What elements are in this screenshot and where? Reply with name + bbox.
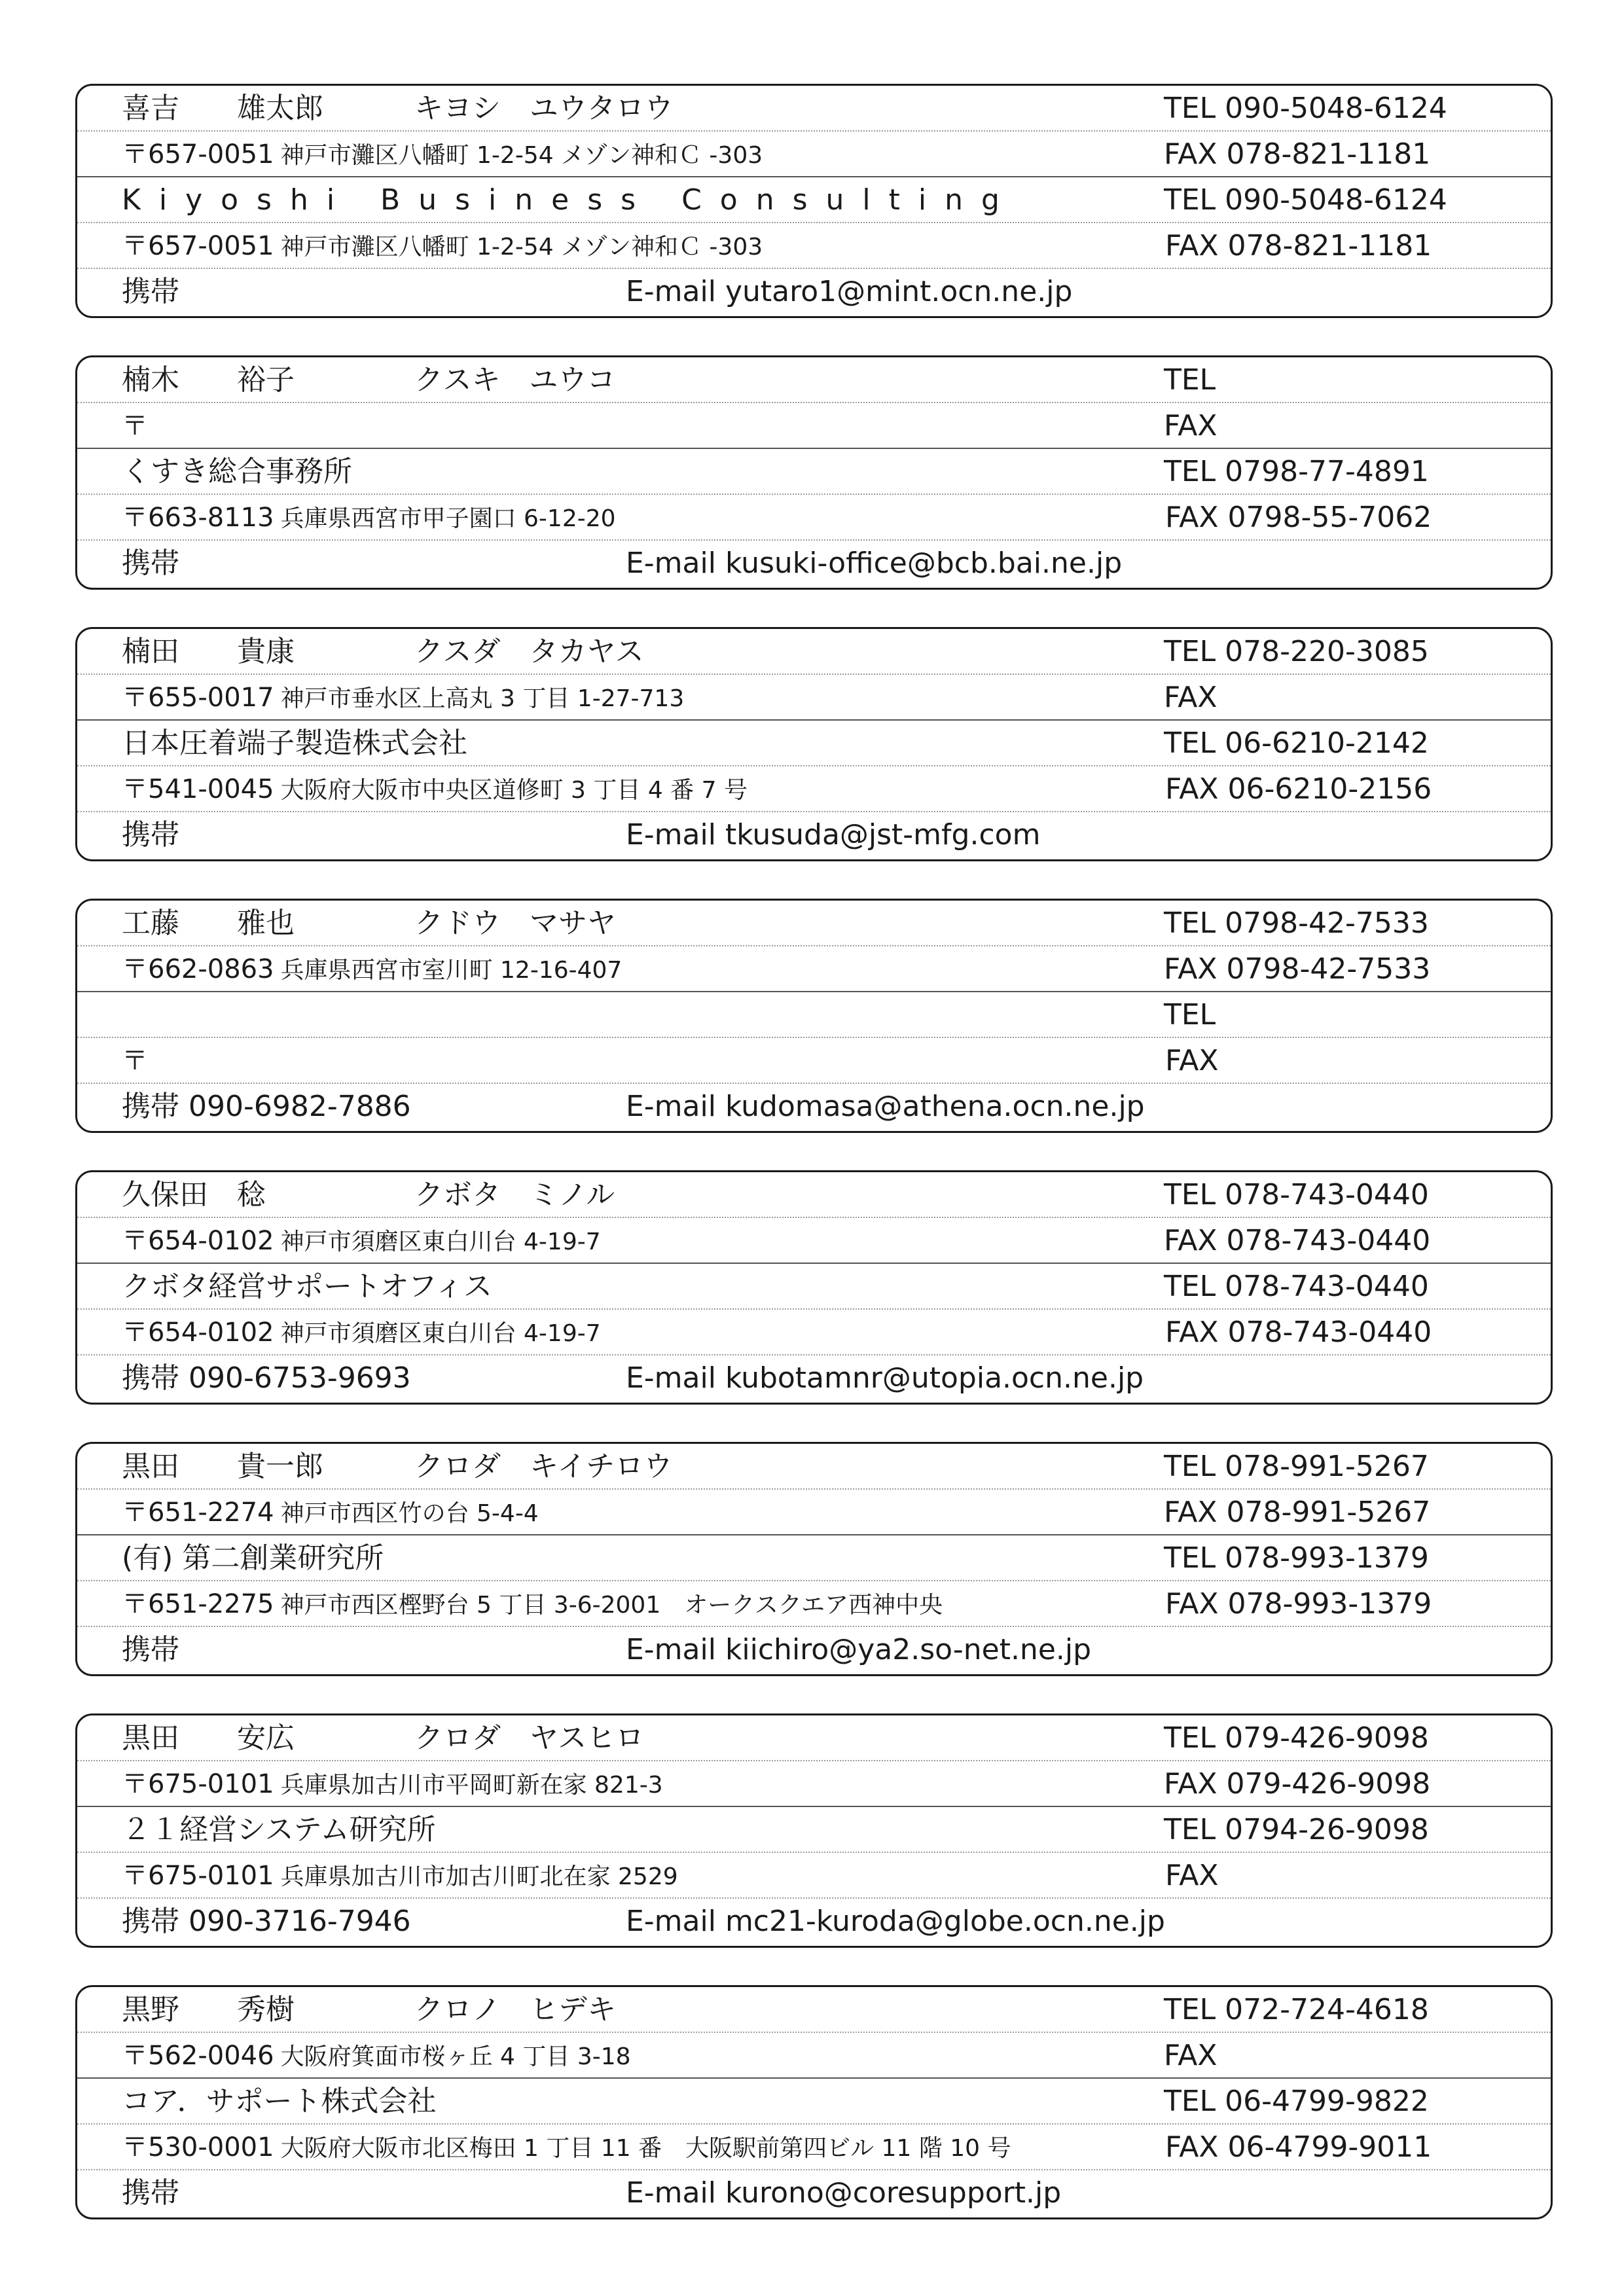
email-address: E-mail kiichiro@ya2.so-net.ne.jp: [626, 1633, 1092, 1666]
email-address: E-mail kubotamnr@utopia.ocn.ne.jp: [626, 1361, 1144, 1395]
company-street-address: 兵庫県加古川市加古川町北在家 2529: [280, 1863, 678, 1890]
contact-row: [77, 2170, 1551, 2216]
person-name: 久保田 稔: [122, 1178, 266, 1211]
company-fax: FAX 0798-55-7062: [1165, 501, 1432, 534]
home-tel: TEL 072-724-4618: [1164, 1993, 1429, 2026]
home-fax: FAX 0798-42-7533: [1164, 952, 1431, 986]
mobile-phone: 携帯: [122, 1633, 179, 1666]
email-address: E-mail mc21-kuroda@globe.ocn.ne.jp: [626, 1905, 1165, 1938]
company-name: クボタ経営サポートオフィス: [122, 1270, 492, 1303]
company-postal-code: 〒675-0101: [122, 1861, 274, 1891]
home-fax: FAX: [1164, 409, 1218, 442]
company-name: (有) 第二創業研究所: [122, 1541, 384, 1575]
company-fax: FAX 078-743-0440: [1165, 1316, 1432, 1349]
person-name: 黒田 安広: [122, 1721, 295, 1755]
home-street-address: 神戸市須磨区東白川台 4-19-7: [280, 1229, 601, 1255]
name-row: [77, 1444, 1551, 1490]
company-street-address: 大阪府大阪市中央区道修町 3 丁目 4 番 7 号: [280, 777, 748, 804]
contact-row: [77, 812, 1551, 858]
company-tel: TEL: [1164, 998, 1216, 1031]
home-address: [122, 946, 622, 994]
contact-row: [77, 269, 1551, 315]
company-address: [122, 223, 763, 270]
home-postal-code: 〒657-0051: [122, 139, 274, 170]
contact-row: [77, 1084, 1551, 1130]
company-street-address: 神戸市須磨区東白川台 4-19-7: [280, 1320, 601, 1347]
mobile-phone: 携帯: [122, 275, 179, 308]
person-name-kana: クロノ ヒデキ: [414, 1993, 616, 2026]
person-name-kana: クスキ ユウコ: [414, 363, 616, 397]
company-tel: TEL 090-5048-6124: [1164, 183, 1447, 217]
company-postal-code: 〒654-0102: [122, 1318, 274, 1348]
home-street-address: 兵庫県加古川市平岡町新在家 821-3: [280, 1772, 663, 1799]
mobile-phone: 携帯: [122, 547, 179, 580]
person-name-kana: クロダ キイチロウ: [414, 1450, 673, 1483]
home-tel: TEL: [1164, 363, 1216, 397]
home-postal-code: 〒: [122, 411, 148, 441]
home-address: [122, 1490, 539, 1537]
mobile-phone: 携帯: [122, 2176, 179, 2210]
home-address: [122, 2033, 631, 2080]
company-fax: FAX 078-821-1181: [1165, 229, 1432, 262]
home-address: [122, 132, 763, 179]
home-tel: TEL 079-426-9098: [1164, 1721, 1429, 1755]
contact-card: [75, 1713, 1553, 1948]
person-name: 工藤 雅也: [122, 906, 295, 940]
company-fax: FAX: [1165, 1859, 1219, 1892]
company-name: ２１経営システム研究所: [122, 1813, 436, 1846]
home-address-row: [77, 1218, 1551, 1264]
company-address: [122, 495, 616, 542]
person-name: 楠木 裕子: [122, 363, 295, 397]
person-name: 黒野 秀樹: [122, 1993, 295, 2026]
company-postal-code: 〒657-0051: [122, 231, 274, 261]
mobile-phone: 携帯 090-3716-7946: [122, 1905, 411, 1938]
email-address: E-mail kurono@coresupport.jp: [626, 2176, 1062, 2210]
home-street-address: 神戸市垂水区上高丸 3 丁目 1-27-713: [280, 685, 685, 712]
company-row: [77, 1535, 1551, 1581]
company-row: [77, 449, 1551, 495]
company-address-row: [77, 2125, 1551, 2170]
company-tel: TEL 06-4799-9822: [1164, 2085, 1429, 2118]
home-fax: FAX: [1164, 681, 1218, 714]
home-address: [122, 1761, 663, 1808]
person-name-kana: クドウ マサヤ: [414, 906, 616, 940]
company-street-address: 神戸市西区樫野台 5 丁目 3-6-2001 オークスクエア西神中央: [280, 1592, 943, 1619]
home-fax: FAX 078-743-0440: [1164, 1224, 1431, 1257]
contact-row: [77, 1627, 1551, 1673]
home-street-address: 兵庫県西宮市室川町 12-16-407: [280, 957, 623, 984]
company-tel: TEL 078-743-0440: [1164, 1270, 1429, 1303]
company-address: [122, 2125, 1011, 2172]
contact-row: [77, 1899, 1551, 1945]
company-name: Kiyoshi Business Consulting: [122, 183, 1018, 217]
home-postal-code: 〒562-0046: [122, 2041, 274, 2071]
company-address-row: [77, 1038, 1551, 1084]
home-postal-code: 〒662-0863: [122, 954, 274, 984]
name-row: [77, 357, 1551, 403]
home-tel: TEL 078-220-3085: [1164, 635, 1429, 668]
home-fax: FAX 078-991-5267: [1164, 1496, 1431, 1529]
company-row: [77, 1807, 1551, 1853]
email-address: E-mail kusuki-office@bcb.bai.ne.jp: [626, 547, 1123, 580]
contact-row: [77, 541, 1551, 586]
name-row: [77, 1715, 1551, 1761]
home-fax: FAX: [1164, 2039, 1218, 2072]
home-address: [122, 403, 154, 450]
company-address-row: [77, 1853, 1551, 1899]
home-fax: FAX 079-426-9098: [1164, 1767, 1431, 1801]
company-name: コア．サポート株式会社: [122, 2085, 437, 2118]
company-address-row: [77, 495, 1551, 541]
company-postal-code: 〒541-0045: [122, 774, 274, 804]
company-row: [77, 721, 1551, 766]
company-tel: TEL 078-993-1379: [1164, 1541, 1429, 1575]
company-name: 日本圧着端子製造株式会社: [122, 726, 467, 760]
name-row: [77, 1987, 1551, 2033]
company-tel: TEL 06-6210-2142: [1164, 726, 1429, 760]
company-street-address: 大阪府大阪市北区梅田 1 丁目 11 番 大阪駅前第四ビル 11 階 10 号: [280, 2135, 1011, 2162]
company-fax: FAX 06-6210-2156: [1165, 772, 1432, 806]
email-address: E-mail tkusuda@jst-mfg.com: [626, 818, 1041, 852]
company-tel: TEL 0794-26-9098: [1164, 1813, 1429, 1846]
company-address-row: [77, 766, 1551, 812]
home-tel: TEL 090-5048-6124: [1164, 92, 1447, 125]
company-address-row: [77, 1581, 1551, 1627]
person-name-kana: クロダ ヤスヒロ: [414, 1721, 645, 1755]
home-address: [122, 675, 684, 722]
company-postal-code: 〒: [122, 1046, 148, 1076]
company-postal-code: 〒651-2275: [122, 1589, 274, 1619]
company-row: [77, 2079, 1551, 2125]
home-postal-code: 〒654-0102: [122, 1226, 274, 1256]
company-row: [77, 992, 1551, 1038]
home-tel: TEL 0798-42-7533: [1164, 906, 1429, 940]
home-address-row: [77, 403, 1551, 449]
home-tel: TEL 078-743-0440: [1164, 1178, 1429, 1211]
home-postal-code: 〒655-0017: [122, 683, 274, 713]
person-name-kana: キヨシ ユウタロウ: [414, 92, 674, 125]
company-street-address: 神戸市灘区八幡町 1-2-54 メゾン神和Ｃ -303: [280, 234, 763, 260]
company-address: [122, 1038, 154, 1085]
company-address: [122, 1853, 678, 1900]
name-row: [77, 86, 1551, 132]
company-postal-code: 〒530-0001: [122, 2132, 274, 2162]
home-fax: FAX 078-821-1181: [1164, 137, 1431, 171]
person-name-kana: クボタ ミノル: [414, 1178, 615, 1211]
home-street-address: 神戸市灘区八幡町 1-2-54 メゾン神和Ｃ -303: [280, 142, 763, 169]
company-name: くすき総合事務所: [122, 455, 352, 488]
name-row: [77, 1172, 1551, 1218]
company-fax: FAX: [1165, 1044, 1219, 1077]
contact-card: [75, 1985, 1553, 2219]
home-address-row: [77, 1490, 1551, 1535]
person-name-kana: クスダ タカヤス: [414, 635, 644, 668]
company-postal-code: 〒663-8113: [122, 503, 274, 533]
home-postal-code: 〒675-0101: [122, 1769, 274, 1799]
company-address-row: [77, 1310, 1551, 1355]
home-address-row: [77, 946, 1551, 992]
mobile-phone: 携帯: [122, 818, 179, 852]
company-street-address: 兵庫県西宮市甲子園口 6-12-20: [280, 505, 616, 532]
name-row: [77, 901, 1551, 946]
person-name: 喜吉 雄太郎: [122, 92, 323, 125]
company-fax: FAX 06-4799-9011: [1165, 2130, 1432, 2164]
company-address-row: [77, 223, 1551, 269]
contact-card: [75, 899, 1553, 1133]
contact-card: [75, 355, 1553, 590]
company-address: [122, 1581, 943, 1628]
company-fax: FAX 078-993-1379: [1165, 1587, 1432, 1621]
contact-card: [75, 627, 1553, 861]
home-address-row: [77, 1761, 1551, 1807]
person-name: 黒田 貴一郎: [122, 1450, 323, 1483]
home-address-row: [77, 675, 1551, 721]
contact-row: [77, 1355, 1551, 1401]
home-address-row: [77, 132, 1551, 177]
person-name: 楠田 貴康: [122, 635, 295, 668]
home-address: [122, 1218, 601, 1265]
name-row: [77, 629, 1551, 675]
company-address: [122, 1310, 601, 1357]
email-address: E-mail kudomasa@athena.ocn.ne.jp: [626, 1090, 1145, 1123]
home-street-address: 大阪府箕面市桜ヶ丘 4 丁目 3-18: [280, 2043, 631, 2070]
mobile-phone: 携帯 090-6982-7886: [122, 1090, 411, 1123]
home-street-address: 神戸市西区竹の台 5-4-4: [280, 1500, 539, 1527]
home-tel: TEL 078-991-5267: [1164, 1450, 1429, 1483]
contact-card: [75, 84, 1553, 318]
home-postal-code: 〒651-2274: [122, 1498, 274, 1528]
company-row: [77, 177, 1551, 223]
contact-card: [75, 1442, 1553, 1676]
contact-card: [75, 1170, 1553, 1405]
email-address: E-mail yutaro1@mint.ocn.ne.jp: [626, 275, 1073, 308]
company-address: [122, 766, 748, 814]
mobile-phone: 携帯 090-6753-9693: [122, 1361, 411, 1395]
company-row: [77, 1264, 1551, 1310]
home-address-row: [77, 2033, 1551, 2079]
company-tel: TEL 0798-77-4891: [1164, 455, 1429, 488]
